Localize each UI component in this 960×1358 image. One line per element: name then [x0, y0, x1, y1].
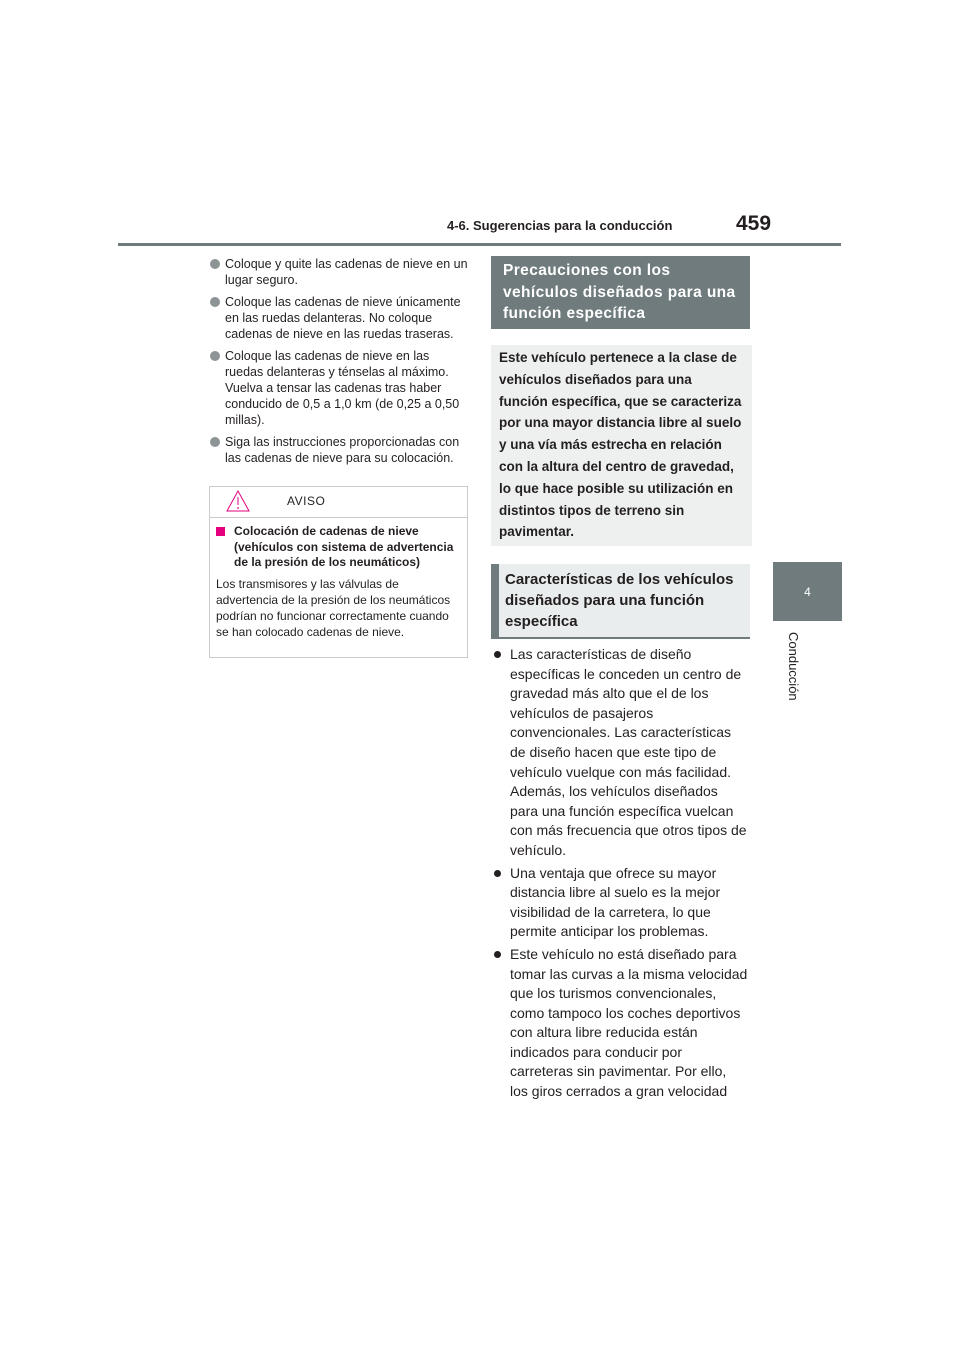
circle-bullet-icon [210, 297, 220, 307]
circle-bullet-icon [210, 351, 220, 361]
warning-box [209, 486, 468, 658]
header-rule [118, 243, 841, 246]
warning-text: Los transmisores y las válvulas de advertencia de la presión de los neumáticos podrían no funcionar correctamente cuando se han colocado cadenas de nieve. [216, 576, 451, 639]
chapter-label: Conducción [786, 632, 801, 701]
section-underline [491, 637, 750, 639]
warning-title-text: Colocación de cadenas de nieve (vehículos con sistema de advertencia de la presión de los neumáticos) [234, 524, 454, 569]
bullet-dot-icon [494, 651, 501, 658]
list-item [493, 864, 748, 942]
list-item-text: Coloque las cadenas de nieve únicamente en las ruedas delanteras. No coloque cadenas de nieve en las ruedas traseras. [225, 295, 461, 341]
section-title-characteristics [491, 564, 750, 639]
list-item [210, 256, 468, 288]
warning-title [216, 524, 461, 571]
left-bullet-list [210, 256, 468, 472]
section-title-text: Características de los vehículos diseñados para una función específica [505, 571, 734, 630]
chapter-number: 4 [804, 584, 811, 599]
list-item-text: Siga las instrucciones proporcionadas con las cadenas de nieve para su colocación. [225, 435, 460, 465]
list-item [493, 945, 748, 1102]
list-item-text: Coloque y quite las cadenas de nieve en un lugar seguro. [225, 257, 468, 287]
warning-header [210, 487, 467, 518]
warning-triangle-icon [226, 490, 250, 517]
list-item-text: Una ventaja que ofrece su mayor distancia libre al suelo es la mejor visibilidad de la carretera, lo que permite anticipar los problemas. [510, 864, 721, 940]
circle-bullet-icon [210, 259, 220, 269]
list-item [210, 434, 468, 466]
circle-bullet-icon [210, 437, 220, 447]
right-bullet-list [493, 645, 748, 1105]
section-title-precautions: Precauciones con los vehículos diseñados para una función específica [491, 256, 750, 329]
section-accent-bar [491, 564, 499, 639]
list-item-text: Coloque las cadenas de nieve en las ruedas delanteras y ténselas al máximo. Vuelva a tensar las cadenas tras haber conducido de 0,5 a 1,0 km (de 0,25 a 0,50 millas). [225, 349, 460, 427]
bullet-dot-icon [494, 951, 501, 958]
chapter-tab [773, 562, 842, 621]
list-item [210, 348, 468, 428]
page-number: 459 [736, 212, 772, 235]
bullet-dot-icon [494, 870, 501, 877]
list-item-text: Las características de diseño específicas le conceden un centro de gravedad más alto que el de los vehículos de pasajeros convencionales. Las características de diseño hacen que este tipo de vehículo vuelque con más facilidad. Además, los vehículos diseñados para una función específica vuelcan con más frecuencia que otros tipos de vehículo. [510, 646, 747, 858]
header-section: 4-6. Sugerencias para la conducción [447, 218, 673, 233]
list-item [210, 294, 468, 342]
square-bullet-icon [216, 527, 225, 536]
list-item [493, 645, 748, 861]
warning-label: AVISO [287, 494, 326, 508]
section-intro: Este vehículo pertenece a la clase de vehículos diseñados para una función específica, que se caracteriza por una mayor distancia libre al suelo y una vía más estrecha en relación con la altura del centro de gravedad, lo que hace posible su utilización en distintos tipos de terreno sin pavimentar. [491, 345, 752, 546]
list-item-text: Este vehículo no está diseñado para tomar las curvas a la misma velocidad que los turismos convencionales, como tampoco los coches deportivos con altura libre reducida están indicados para conducir por carreteras sin pavimentar. Por ello, los giros cerrados a gran velocidad [510, 945, 748, 1100]
